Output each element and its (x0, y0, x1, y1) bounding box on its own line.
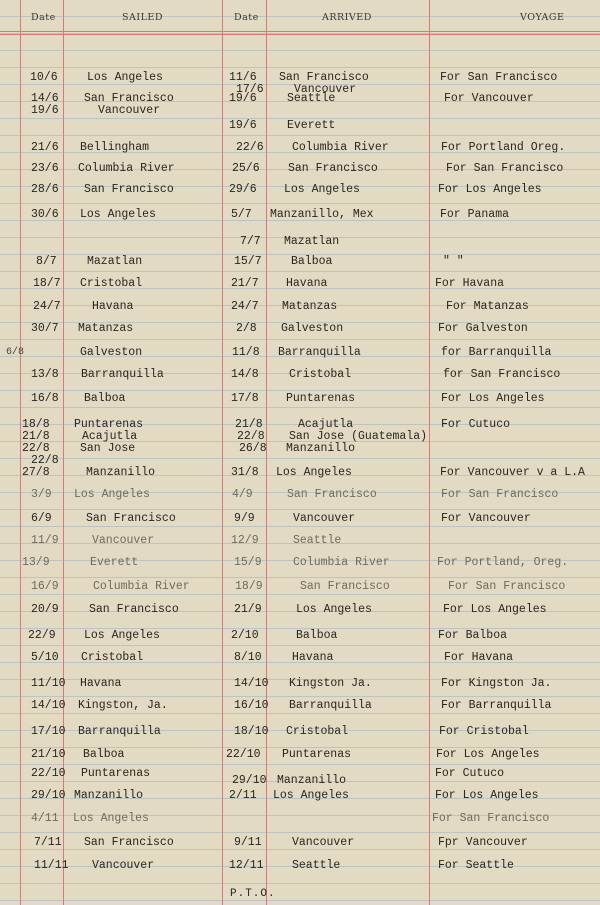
arrived-port: Vancouver (293, 512, 356, 525)
date-arrived: 7/7 (240, 235, 261, 248)
arrived-port: Kingston Ja. (289, 677, 372, 690)
date-sailed: 27/8 (22, 466, 50, 479)
date-arrived: 21/8 (235, 418, 263, 431)
voyage-note: For Vancouver v a L.A (440, 466, 585, 479)
arrived-port: Puntarenas (282, 748, 352, 761)
arrived-port: Manzanillo (286, 442, 356, 455)
voyage-note: For Cristobal (439, 725, 529, 738)
sailed-port: Everett (90, 556, 139, 569)
sailed-port: Havana (80, 677, 122, 690)
date-arrived: 2/10 (231, 629, 259, 642)
date-sailed: 14/6 (31, 92, 59, 105)
arrived-port: Matanzas (282, 300, 338, 313)
arrived-port: Havana (286, 277, 328, 290)
date-sailed: 13/8 (31, 368, 59, 381)
date-sailed: 21/8 (22, 430, 50, 443)
date-sailed: 23/6 (31, 162, 59, 175)
date-arrived: 9/9 (234, 512, 255, 525)
date-arrived: 2/8 (236, 322, 257, 335)
voyage-note: For Galveston (438, 322, 528, 335)
voyage-note: For Los Angeles (443, 603, 547, 616)
arrived-port: San Francisco (288, 162, 378, 175)
date-sailed: 6/9 (31, 512, 52, 525)
date-arrived: 22/8 (237, 430, 265, 443)
date-sailed: 22/10 (31, 767, 66, 780)
date-sailed: 28/6 (31, 183, 59, 196)
arrived-port: Columbia River (292, 141, 389, 154)
arrived-rule (429, 0, 430, 905)
sailed-port: Los Angeles (74, 488, 150, 501)
date-sailed: 8/7 (36, 255, 57, 268)
arrived-port: Mazatlan (284, 235, 340, 248)
arrived-port: Seattle (292, 859, 341, 872)
date-sailed: 24/7 (33, 300, 61, 313)
arrived-port: Balboa (296, 629, 338, 642)
header-voyage: VOYAGE (520, 12, 565, 23)
arrived-port: Manzanillo, Mex (270, 208, 374, 221)
arrived-port: Cristobal (289, 368, 352, 381)
date-sailed: 3/9 (31, 488, 52, 501)
date-arrived: 29/6 (229, 183, 257, 196)
date-sailed: 17/10 (31, 725, 66, 738)
voyage-note: For Los Angeles (436, 748, 540, 761)
sailed-port: San Jose (80, 442, 136, 455)
voyage-note: For Portland, Oreg. (437, 556, 569, 569)
date-sailed: 5/10 (31, 651, 59, 664)
date-sailed: 11/9 (31, 534, 59, 547)
sailed-port: Barranquilla (81, 368, 164, 381)
date-sailed: 14/10 (31, 699, 66, 712)
arrived-port: Cristobal (286, 725, 349, 738)
date-sailed: 18/7 (33, 277, 61, 290)
voyage-note: For Havana (435, 277, 505, 290)
date-arrived: 16/10 (234, 699, 269, 712)
date-sailed: 19/6 (31, 104, 59, 117)
date-sailed: 21/6 (31, 141, 59, 154)
voyage-note: For Portland Oreg. (441, 141, 566, 154)
sailed-port: Havana (92, 300, 134, 313)
date-arrived: 14/8 (231, 368, 259, 381)
voyage-note: Fpr Vancouver (438, 836, 528, 849)
date-arrived: 22/6 (236, 141, 264, 154)
header-date-sailed: Date (31, 12, 56, 23)
header-rule (0, 31, 600, 32)
sailed-port: Cristobal (81, 651, 144, 664)
arrived-port: San Francisco (287, 488, 377, 501)
date-arrived: 17/6 (236, 83, 264, 96)
voyage-note: " " (443, 255, 464, 268)
sailed-port: Balboa (83, 748, 125, 761)
sailed-port: Columbia River (93, 580, 190, 593)
header-rule-double (0, 34, 600, 35)
sailed-port: Bellingham (80, 141, 150, 154)
arrived-port: Los Angeles (273, 789, 349, 802)
date-arrived: 2/11 (229, 789, 257, 802)
date-sailed: 11/11 (34, 859, 69, 872)
arrived-port: Columbia River (293, 556, 390, 569)
voyage-note: For Balboa (438, 629, 508, 642)
voyage-note: For San Francisco (432, 812, 550, 825)
sailed-port: Barranquilla (78, 725, 161, 738)
voyage-note: For Cutuco (435, 767, 505, 780)
arrived-port: Vancouver (292, 836, 355, 849)
date-arrived: 25/6 (232, 162, 260, 175)
date-arrived: 26/8 (239, 442, 267, 455)
voyage-note: For Panama (440, 208, 510, 221)
date-arrived: 9/11 (234, 836, 262, 849)
sailed-port: Los Angeles (84, 629, 160, 642)
sailed-port: Kingston, Ja. (78, 699, 168, 712)
date-arrived: 19/6 (229, 119, 257, 132)
voyage-note: For Los Angeles (441, 392, 545, 405)
voyage-note: For Los Angeles (435, 789, 539, 802)
sailed-port: Los Angeles (73, 812, 149, 825)
date-arrived: 21/7 (231, 277, 259, 290)
sailed-port: Vancouver (98, 104, 161, 117)
header-sailed: SAILED (122, 12, 163, 23)
voyage-note: For Matanzas (446, 300, 529, 313)
date-sailed: 18/8 (22, 418, 50, 431)
arrived-port: San Jose (Guatemala) (289, 430, 428, 443)
date-arrived: 11/8 (232, 346, 260, 359)
sailed-port: San Francisco (84, 836, 174, 849)
sailed-port: San Francisco (89, 603, 179, 616)
sailed-port: Los Angeles (87, 71, 163, 84)
sailed-port: Matanzas (78, 322, 134, 335)
date-arrived: 18/9 (235, 580, 263, 593)
date-sailed: 16/9 (31, 580, 59, 593)
sailed-port: San Francisco (86, 512, 176, 525)
sailed-port: Cristobal (80, 277, 143, 290)
sailed-port: Vancouver (92, 859, 155, 872)
date-arrived: 31/8 (231, 466, 259, 479)
date-sailed: 7/11 (34, 836, 62, 849)
sailed-port: Manzanillo (74, 789, 144, 802)
arrived-port: Everett (287, 119, 336, 132)
voyage-note: For San Francisco (441, 488, 559, 501)
arrived-port: Havana (292, 651, 334, 664)
voyage-note: For Cutuco (441, 418, 511, 431)
arrived-port: Puntarenas (286, 392, 356, 405)
date-arrived: 19/6 (229, 92, 257, 105)
date-arrived: 17/8 (231, 392, 259, 405)
date-sailed: 30/7 (31, 322, 59, 335)
voyage-note: For Barranquilla (441, 699, 552, 712)
voyage-note: For San Francisco (448, 580, 566, 593)
date-sailed: 22/8 (31, 454, 59, 467)
date-arrived: 4/9 (232, 488, 253, 501)
date-sailed: 20/9 (31, 603, 59, 616)
voyage-note: For Havana (444, 651, 514, 664)
arrived-port: Galveston (281, 322, 344, 335)
arrived-port: Barranquilla (289, 699, 372, 712)
date-arrived: 5/7 (231, 208, 252, 221)
margin-note: 6/8 (6, 347, 25, 358)
sailed-port: Balboa (84, 392, 126, 405)
date-sailed: 30/6 (31, 208, 59, 221)
sailed-port: San Francisco (84, 183, 174, 196)
voyage-note: For Vancouver (441, 512, 531, 525)
voyage-note: For Seattle (438, 859, 514, 872)
header-date-arrived: Date (234, 12, 259, 23)
date-arrived: 22/10 (226, 748, 261, 761)
date-arrived: 18/10 (234, 725, 269, 738)
date-arrived: 29/10 (232, 774, 267, 787)
sailed-port: Mazatlan (87, 255, 143, 268)
arrived-port: Los Angeles (276, 466, 352, 479)
arrived-port: Balboa (291, 255, 333, 268)
sailed-port: San Francisco (84, 92, 174, 105)
arrived-port: San Francisco (279, 71, 369, 84)
arrived-port: Los Angeles (284, 183, 360, 196)
voyage-note: for San Francisco (443, 368, 561, 381)
voyage-note: For San Francisco (446, 162, 564, 175)
date-sailed: 16/8 (31, 392, 59, 405)
date-arrived: 15/9 (234, 556, 262, 569)
date-sailed: 21/10 (31, 748, 66, 761)
arrived-port: Acajutla (298, 418, 354, 431)
date-arrived: 24/7 (231, 300, 259, 313)
date-sailed: 22/8 (22, 442, 50, 455)
date-arrived: 15/7 (234, 255, 262, 268)
date-sailed: 13/9 (22, 556, 50, 569)
arrived-port: Vancouver (294, 83, 357, 96)
date-arrived: 8/10 (234, 651, 262, 664)
voyage-note: For Los Angeles (438, 183, 542, 196)
date-sailed: 10/6 (30, 71, 58, 84)
sailed-port: Columbia River (78, 162, 175, 175)
date-arrived: 12/9 (231, 534, 259, 547)
date-sailed: 11/10 (31, 677, 66, 690)
date-sailed: 22/9 (28, 629, 56, 642)
header-arrived: ARRIVED (322, 12, 372, 23)
sailed-port: Vancouver (92, 534, 155, 547)
sailed-port: Puntarenas (81, 767, 151, 780)
arrived-port: Seattle (287, 92, 336, 105)
date-sailed: 4/11 (31, 812, 59, 825)
voyage-note: For Vancouver (444, 92, 534, 105)
arrived-port: Los Angeles (296, 603, 372, 616)
date-arrived: 11/6 (229, 71, 257, 84)
date-sailed: 29/10 (31, 789, 66, 802)
arrived-port: Seattle (293, 534, 342, 547)
date-arrived: 14/10 (234, 677, 269, 690)
sailed-port: Acajutla (82, 430, 138, 443)
margin-rule (20, 0, 21, 905)
arrived-port: Manzanillo (277, 774, 347, 787)
page-footer: P.T.O. (230, 888, 276, 900)
sailed-port: Puntarenas (74, 418, 144, 431)
sailed-rule (222, 0, 223, 905)
arrived-port: Barranquilla (278, 346, 361, 359)
date-arrived: 21/9 (234, 603, 262, 616)
voyage-note: for Barranquilla (441, 346, 552, 359)
voyage-note: For Kingston Ja. (441, 677, 552, 690)
sailed-port: Galveston (80, 346, 143, 359)
sailed-port: Manzanillo (86, 466, 156, 479)
arrived-port: San Francisco (300, 580, 390, 593)
sailed-port: Los Angeles (80, 208, 156, 221)
date-arrived: 12/11 (229, 859, 264, 872)
voyage-note: For San Francisco (440, 71, 558, 84)
